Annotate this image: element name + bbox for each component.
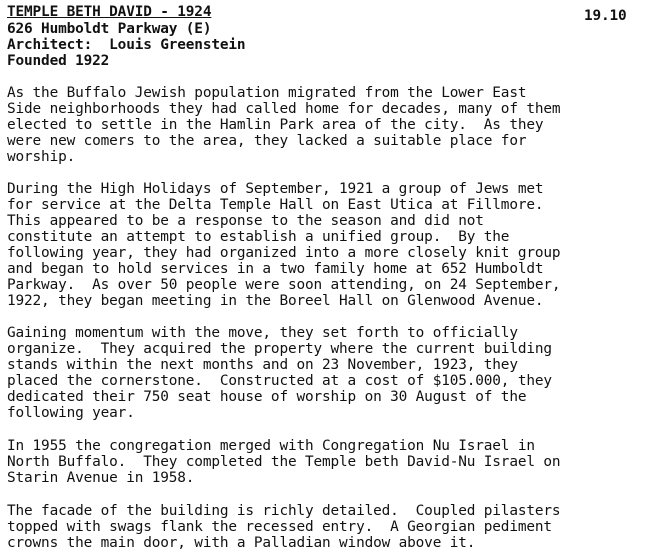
paragraph-line: Starin Avenue in 1958. xyxy=(7,470,195,486)
paragraph-line: stands within the next months and on 23 November, 1923, they xyxy=(7,357,518,373)
paragraph-line: 1922, they began meeting in the Boreel Hall on Glenwood Avenue. xyxy=(7,293,544,309)
address-line: 626 Humboldt Parkway (E) xyxy=(7,21,212,37)
paragraph-line: Parkway. As over 50 people were soon attending, on 24 September, xyxy=(7,277,561,293)
paragraph-line: topped with swags flank the recessed entry. A Georgian pediment xyxy=(7,519,552,535)
paragraph-line: The facade of the building is richly detailed. Coupled pilasters xyxy=(7,503,561,519)
paragraph-line: Gaining momentum with the move, they set forth to officially xyxy=(7,325,518,341)
founded-line: Founded 1922 xyxy=(7,53,110,69)
paragraph-line: and began to hold services in a two family home at 652 Humboldt xyxy=(7,261,544,277)
paragraph-line: were new comers to the area, they lacked a suitable place for xyxy=(7,133,527,149)
paragraph-line: placed the cornerstone. Constructed at a cost of $105.000, they xyxy=(7,373,552,389)
paragraph-line: This appeared to be a response to the season and did not xyxy=(7,213,484,229)
page-number: 19.10 xyxy=(584,8,627,24)
paragraph-line: constitute an attempt to establish a unified group. By the xyxy=(7,229,510,245)
paragraph-line: elected to settle in the Hamlin Park area of the city. As they xyxy=(7,117,544,133)
paragraph-line: following year, they had organized into a more closely knit group xyxy=(7,245,561,261)
paragraph-line: Side neighborhoods they had called home for decades, many of them xyxy=(7,101,561,117)
paragraph-line: following year. xyxy=(7,405,135,421)
paragraph-line: dedicated their 750 seat house of worship on 30 August of the xyxy=(7,389,527,405)
paragraph-line: worship. xyxy=(7,149,76,165)
paragraph-line: During the High Holidays of September, 1921 a group of Jews met xyxy=(7,181,544,197)
paragraph-line: crowns the main door, with a Palladian window above it. xyxy=(7,535,476,551)
architect-line: Architect: Louis Greenstein xyxy=(7,37,246,53)
paragraph-line: North Buffalo. They completed the Temple beth David-Nu Israel on xyxy=(7,454,561,470)
paragraph-line: As the Buffalo Jewish population migrated from the Lower East xyxy=(7,85,527,101)
paragraph-line: organize. They acquired the property where the current building xyxy=(7,341,552,357)
document-title: TEMPLE BETH DAVID - 1924 xyxy=(7,4,212,20)
paragraph-line: In 1955 the congregation merged with Congregation Nu Israel in xyxy=(7,438,535,454)
paragraph-line: for service at the Delta Temple Hall on East Utica at Fillmore. xyxy=(7,197,544,213)
